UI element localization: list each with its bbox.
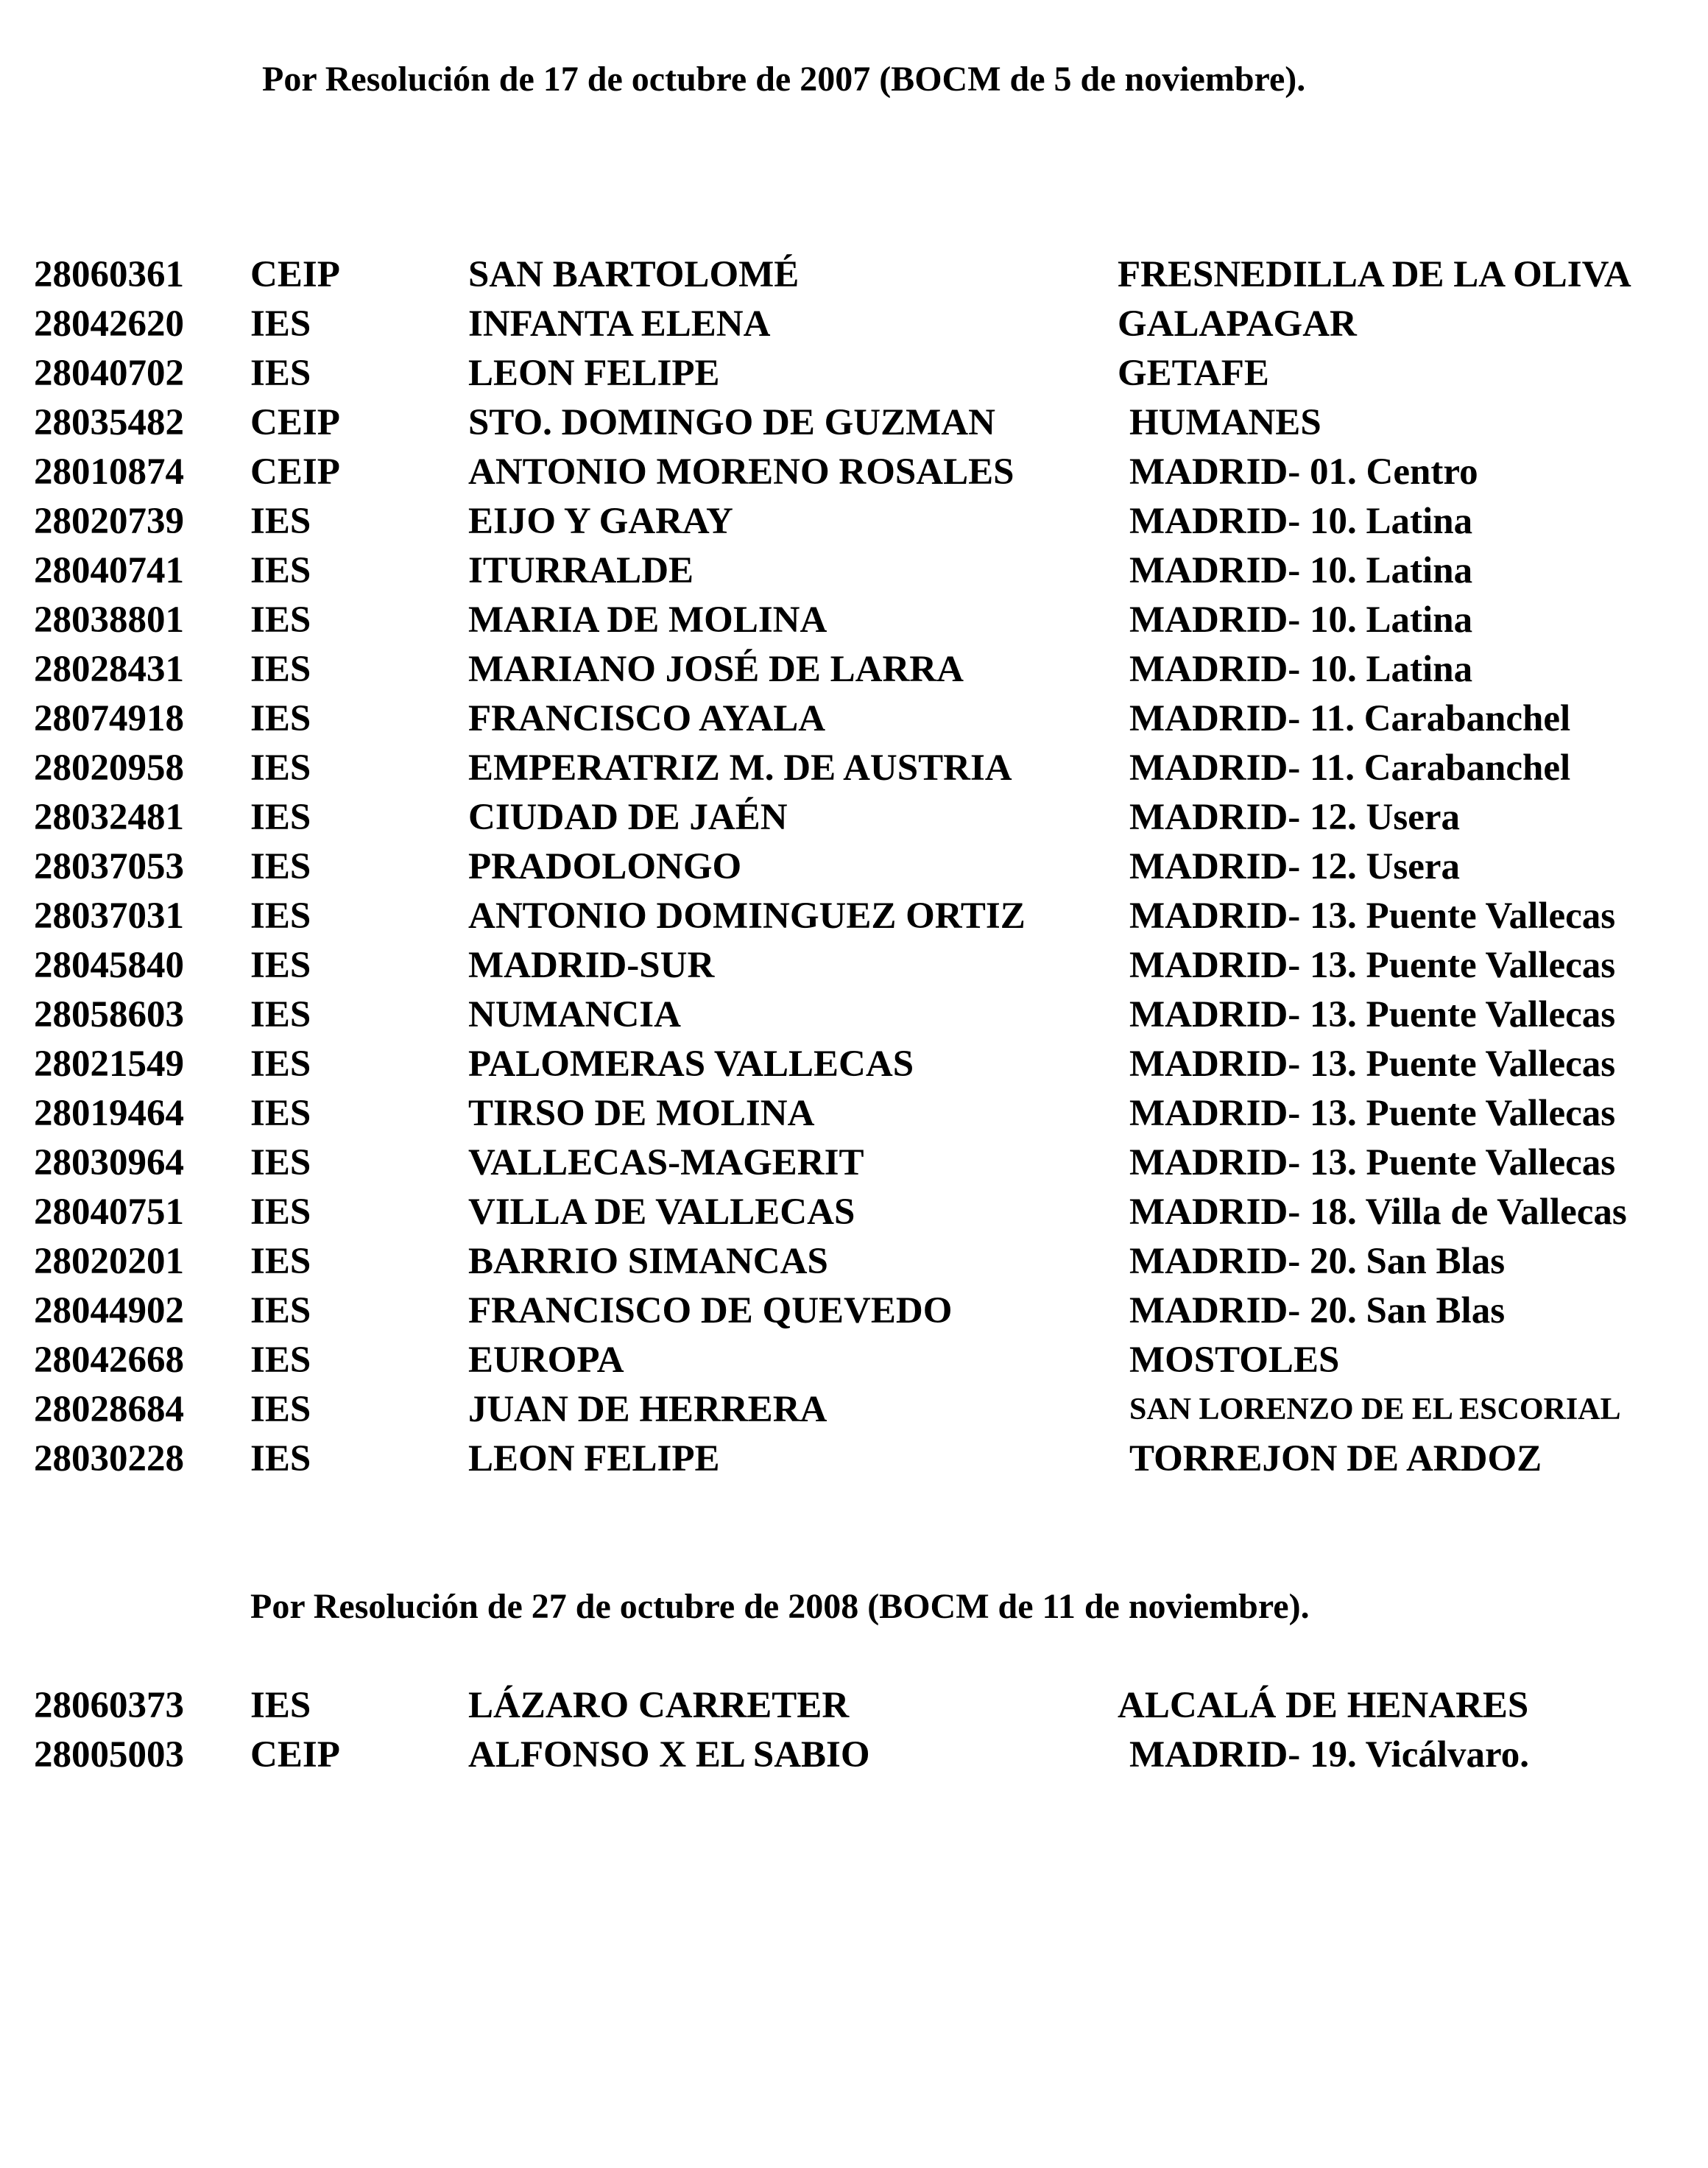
school-code: 28045840 [34,945,184,986]
school-type: IES [250,1340,311,1381]
school-code: 28005003 [34,1734,184,1775]
school-code: 28044902 [34,1290,184,1331]
school-code: 28020201 [34,1241,184,1282]
school-code: 28042620 [34,303,184,345]
school-name: LEON FELIPE [468,1438,720,1479]
school-location: GALAPAGAR [1118,303,1357,345]
school-type: IES [250,1093,311,1134]
resolution-heading-2008: Por Resolución de 27 de octubre de 2008 (BOCM de 11 de noviembre). [250,1587,1310,1626]
school-name: VALLECAS-MAGERIT [468,1142,864,1183]
school-type: IES [250,1290,311,1331]
list-item [0,744,1708,793]
school-code: 28058603 [34,994,184,1035]
school-name: ALFONSO X EL SABIO [468,1734,870,1775]
school-location: MADRID- 18. Villa de Vallecas [1129,1192,1627,1233]
schools-list-2007 [0,250,1708,1484]
school-type: IES [250,649,311,690]
school-type: IES [250,353,311,394]
school-name: EMPERATRIZ M. DE AUSTRIA [468,747,1012,789]
school-type: IES [250,1241,311,1282]
school-code: 28028431 [34,649,184,690]
list-item [0,398,1708,448]
school-location: SAN LORENZO DE EL ESCORIAL [1129,1393,1621,1426]
list-item [0,990,1708,1040]
list-item [0,793,1708,842]
school-code: 28020958 [34,747,184,789]
list-item [0,1435,1708,1484]
school-type: IES [250,747,311,789]
school-code: 28040702 [34,353,184,394]
school-code: 28021549 [34,1043,184,1085]
school-location: ALCALÁ DE HENARES [1118,1685,1529,1726]
list-item [0,941,1708,990]
school-code: 28037031 [34,895,184,937]
list-item [0,1731,1708,1780]
school-type: IES [250,895,311,937]
school-type: IES [250,1142,311,1183]
school-name: INFANTA ELENA [468,303,771,345]
school-code: 28074918 [34,698,184,739]
school-location: MADRID- 10. Latina [1129,501,1473,542]
school-location: MADRID- 11. Carabanchel [1129,747,1571,789]
schools-list-2008 [0,1681,1708,1780]
list-item [0,842,1708,892]
list-item [0,349,1708,398]
school-location: MADRID- 13. Puente Vallecas [1129,1093,1616,1134]
school-code: 28038801 [34,599,184,641]
school-location: MADRID- 13. Puente Vallecas [1129,994,1616,1035]
school-name: EUROPA [468,1340,624,1381]
school-location: MADRID- 20. San Blas [1129,1241,1506,1282]
school-name: JUAN DE HERRERA [468,1389,827,1430]
list-item [0,546,1708,596]
list-item [0,448,1708,497]
school-type: CEIP [250,402,340,443]
list-item [0,1040,1708,1089]
school-name: NUMANCIA [468,994,681,1035]
school-code: 28030228 [34,1438,184,1479]
school-location: MADRID- 13. Puente Vallecas [1129,1043,1616,1085]
school-name: EIJO Y GARAY [468,501,733,542]
list-item [0,1089,1708,1138]
school-location: HUMANES [1129,402,1321,443]
school-code: 28030964 [34,1142,184,1183]
list-item [0,1287,1708,1336]
school-location: MADRID- 10. Latina [1129,550,1473,591]
school-name: FRANCISCO AYALA [468,698,826,739]
list-item [0,596,1708,645]
school-name: LEON FELIPE [468,353,720,394]
school-location: TORREJON DE ARDOZ [1129,1438,1542,1479]
school-type: IES [250,1043,311,1085]
school-type: CEIP [250,1734,340,1775]
school-name: ANTONIO DOMINGUEZ ORTIZ [468,895,1026,937]
school-code: 28020739 [34,501,184,542]
school-location: MADRID- 13. Puente Vallecas [1129,945,1616,986]
school-type: IES [250,599,311,641]
school-location: MADRID- 10. Latina [1129,599,1473,641]
school-name: PALOMERAS VALLECAS [468,1043,914,1085]
list-item [0,1681,1708,1731]
school-name: ANTONIO MORENO ROSALES [468,451,1014,493]
list-item [0,1237,1708,1287]
school-name: MARIA DE MOLINA [468,599,827,641]
school-name: BARRIO SIMANCAS [468,1241,828,1282]
school-name: MADRID-SUR [468,945,715,986]
school-code: 28010874 [34,451,184,493]
school-name: LÁZARO CARRETER [468,1685,850,1726]
school-code: 28060373 [34,1685,184,1726]
school-type: IES [250,945,311,986]
school-type: CEIP [250,451,340,493]
school-code: 28035482 [34,402,184,443]
school-location: MADRID- 12. Usera [1129,797,1460,838]
school-code: 28032481 [34,797,184,838]
school-location: MADRID- 13. Puente Vallecas [1129,895,1616,937]
school-code: 28028684 [34,1389,184,1430]
school-type: IES [250,797,311,838]
resolution-heading-2007: Por Resolución de 17 de octubre de 2007 (BOCM de 5 de noviembre). [262,60,1306,99]
list-item [0,694,1708,744]
school-location: FRESNEDILLA DE LA OLIVA [1118,254,1631,295]
school-type: IES [250,1685,311,1726]
school-code: 28060361 [34,254,184,295]
school-code: 28040741 [34,550,184,591]
school-name: ITURRALDE [468,550,694,591]
school-name: SAN BARTOLOMÉ [468,254,800,295]
school-type: IES [250,846,311,887]
school-type: IES [250,501,311,542]
school-name: TIRSO DE MOLINA [468,1093,815,1134]
school-location: MADRID- 10. Latina [1129,649,1473,690]
list-item [0,300,1708,349]
school-code: 28040751 [34,1192,184,1233]
school-name: VILLA DE VALLECAS [468,1192,855,1233]
school-location: MADRID- 11. Carabanchel [1129,698,1571,739]
school-location: MADRID- 01. Centro [1129,451,1478,493]
list-item [0,497,1708,546]
school-name: FRANCISCO DE QUEVEDO [468,1290,953,1331]
list-item [0,892,1708,941]
list-item [0,1385,1708,1435]
school-type: CEIP [250,254,340,295]
list-item [0,1138,1708,1188]
school-type: IES [250,698,311,739]
school-location: GETAFE [1118,353,1269,394]
school-type: IES [250,1389,311,1430]
school-type: IES [250,994,311,1035]
school-location: MADRID- 13. Puente Vallecas [1129,1142,1616,1183]
school-code: 28037053 [34,846,184,887]
list-item [0,250,1708,300]
school-type: IES [250,303,311,345]
list-item [0,1188,1708,1237]
school-location: MADRID- 19. Vicálvaro. [1129,1734,1529,1775]
school-name: CIUDAD DE JAÉN [468,797,788,838]
list-item [0,645,1708,694]
school-code: 28042668 [34,1340,184,1381]
list-item [0,1336,1708,1385]
school-location: MADRID- 12. Usera [1129,846,1460,887]
school-type: IES [250,550,311,591]
school-code: 28019464 [34,1093,184,1134]
school-name: MARIANO JOSÉ DE LARRA [468,649,964,690]
school-location: MADRID- 20. San Blas [1129,1290,1506,1331]
school-location: MOSTOLES [1129,1340,1340,1381]
school-type: IES [250,1438,311,1479]
school-type: IES [250,1192,311,1233]
school-name: PRADOLONGO [468,846,742,887]
school-name: STO. DOMINGO DE GUZMAN [468,402,995,443]
